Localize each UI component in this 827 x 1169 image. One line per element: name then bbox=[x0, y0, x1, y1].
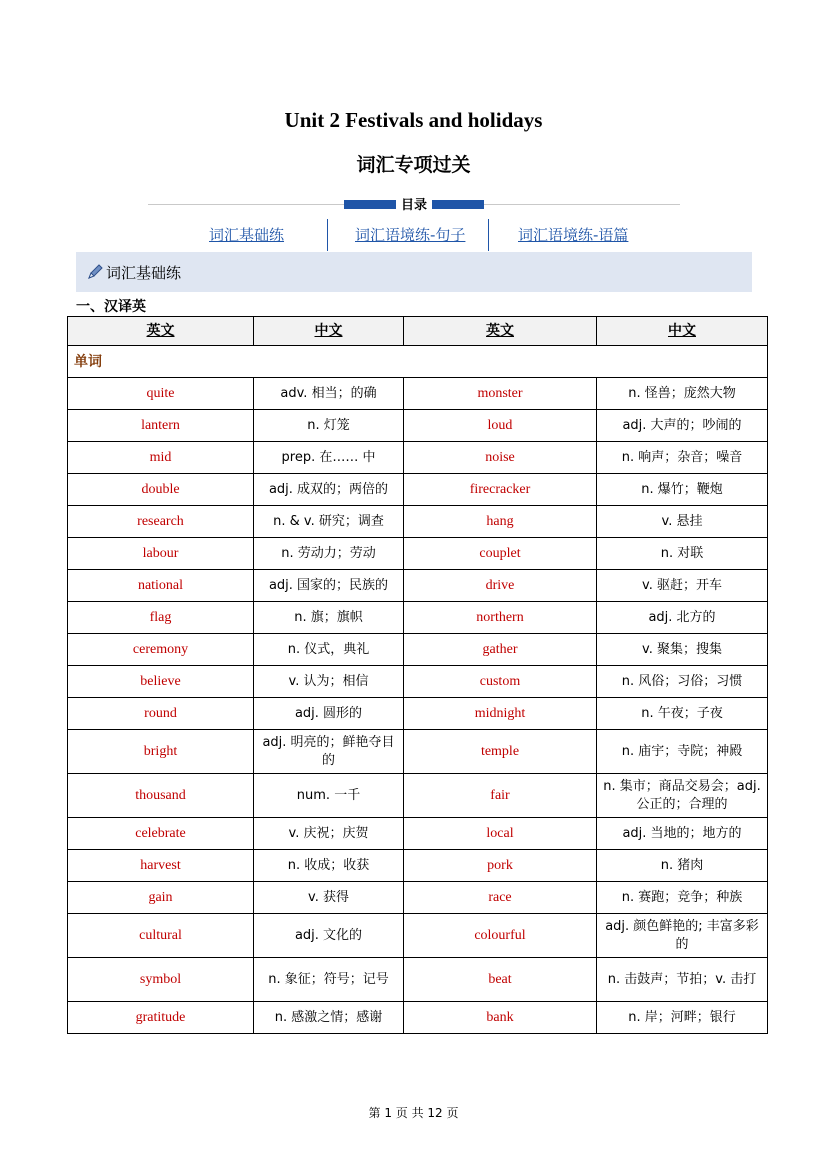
chinese-meaning: v. 庆祝；庆贺 bbox=[254, 818, 404, 850]
part-heading: 一、汉译英 bbox=[76, 299, 146, 315]
chinese-meaning: adj. 成双的；两倍的 bbox=[254, 474, 404, 506]
english-word: gratitude bbox=[68, 1002, 254, 1034]
english-word: couplet bbox=[404, 538, 597, 570]
english-word: double bbox=[68, 474, 254, 506]
english-word: symbol bbox=[68, 958, 254, 1002]
english-word: gather bbox=[404, 634, 597, 666]
table-row bbox=[68, 958, 768, 1002]
table-row bbox=[68, 882, 768, 914]
chinese-meaning: n. & v. 研究；调查 bbox=[254, 506, 404, 538]
english-word: loud bbox=[404, 410, 597, 442]
chinese-meaning: v. 聚集；搜集 bbox=[597, 634, 768, 666]
header-chinese: 中文 bbox=[597, 317, 768, 346]
english-word: local bbox=[404, 818, 597, 850]
table-row bbox=[68, 506, 768, 538]
english-word: labour bbox=[68, 538, 254, 570]
chinese-meaning: prep. 在…… 中 bbox=[254, 442, 404, 474]
chinese-meaning: n. 爆竹；鞭炮 bbox=[597, 474, 768, 506]
english-word: lantern bbox=[68, 410, 254, 442]
header-english: 英文 bbox=[404, 317, 597, 346]
category-label: 单词 bbox=[68, 346, 768, 378]
english-word: beat bbox=[404, 958, 597, 1002]
toc-separator bbox=[488, 219, 489, 251]
vocab-table bbox=[67, 316, 768, 1034]
chinese-meaning: n. 感激之情；感谢 bbox=[254, 1002, 404, 1034]
english-word: monster bbox=[404, 378, 597, 410]
english-word: hang bbox=[404, 506, 597, 538]
chinese-meaning: adj. 北方的 bbox=[597, 602, 768, 634]
chinese-meaning: n. 猪肉 bbox=[597, 850, 768, 882]
english-word: fair bbox=[404, 774, 597, 818]
table-row bbox=[68, 538, 768, 570]
chinese-meaning: adj. 国家的；民族的 bbox=[254, 570, 404, 602]
chinese-meaning: n. 怪兽；庞然大物 bbox=[597, 378, 768, 410]
toc-label: 目录 bbox=[396, 194, 432, 213]
table-row bbox=[68, 914, 768, 958]
chinese-meaning: adj. 圆形的 bbox=[254, 698, 404, 730]
english-word: research bbox=[68, 506, 254, 538]
chinese-meaning: n. 庙宇；寺院；神殿 bbox=[597, 730, 768, 774]
section-title: 词汇基础练 bbox=[106, 264, 182, 282]
chinese-meaning: v. 认为；相信 bbox=[254, 666, 404, 698]
chinese-meaning: n. 午夜；子夜 bbox=[597, 698, 768, 730]
toc-link-passage[interactable]: 词汇语境练-语篇 bbox=[518, 226, 629, 244]
chinese-meaning: v. 驱赶；开车 bbox=[597, 570, 768, 602]
english-word: midnight bbox=[404, 698, 597, 730]
english-word: bright bbox=[68, 730, 254, 774]
page-subtitle: 词汇专项过关 bbox=[356, 154, 471, 176]
table-row bbox=[68, 570, 768, 602]
section-header bbox=[76, 252, 752, 292]
chinese-meaning: n. 赛跑；竞争；种族 bbox=[597, 882, 768, 914]
chinese-meaning: n. 对联 bbox=[597, 538, 768, 570]
chinese-meaning: num. 一千 bbox=[254, 774, 404, 818]
english-word: mid bbox=[68, 442, 254, 474]
english-word: colourful bbox=[404, 914, 597, 958]
toc-link-sentence[interactable]: 词汇语境练-句子 bbox=[355, 226, 466, 244]
pencil-icon bbox=[86, 263, 104, 285]
chinese-meaning: adj. 大声的；吵闹的 bbox=[597, 410, 768, 442]
table-row bbox=[68, 378, 768, 410]
english-word: national bbox=[68, 570, 254, 602]
chinese-meaning: adj. 文化的 bbox=[254, 914, 404, 958]
table-row bbox=[68, 818, 768, 850]
page-footer: 第 1 页 共 12 页 bbox=[368, 1106, 459, 1120]
table-row bbox=[68, 774, 768, 818]
english-word: celebrate bbox=[68, 818, 254, 850]
english-word: northern bbox=[404, 602, 597, 634]
english-word: custom bbox=[404, 666, 597, 698]
table-header-row bbox=[68, 317, 768, 346]
toc-link-basic[interactable]: 词汇基础练 bbox=[209, 226, 285, 244]
english-word: firecracker bbox=[404, 474, 597, 506]
chinese-meaning: n. 岸；河畔；银行 bbox=[597, 1002, 768, 1034]
english-word: flag bbox=[68, 602, 254, 634]
category-row bbox=[68, 346, 768, 378]
table-row bbox=[68, 634, 768, 666]
toc-bar-left bbox=[344, 200, 400, 209]
english-word: round bbox=[68, 698, 254, 730]
english-word: ceremony bbox=[68, 634, 254, 666]
table-row bbox=[68, 730, 768, 774]
table-row bbox=[68, 602, 768, 634]
chinese-meaning: n. 响声；杂音；噪音 bbox=[597, 442, 768, 474]
chinese-meaning: adv. 相当；的确 bbox=[254, 378, 404, 410]
chinese-meaning: n. 集市；商品交易会；adj. 公正的；合理的 bbox=[597, 774, 768, 818]
chinese-meaning: n. 旗；旗帜 bbox=[254, 602, 404, 634]
table-row bbox=[68, 666, 768, 698]
table-row bbox=[68, 850, 768, 882]
chinese-meaning: v. 悬挂 bbox=[597, 506, 768, 538]
table-row bbox=[68, 1002, 768, 1034]
table-row bbox=[68, 698, 768, 730]
english-word: temple bbox=[404, 730, 597, 774]
english-word: gain bbox=[68, 882, 254, 914]
chinese-meaning: n. 收成；收获 bbox=[254, 850, 404, 882]
chinese-meaning: adj. 当地的；地方的 bbox=[597, 818, 768, 850]
chinese-meaning: n. 击鼓声；节拍；v. 击打 bbox=[597, 958, 768, 1002]
chinese-meaning: adj. 颜色鲜艳的; 丰富多彩的 bbox=[597, 914, 768, 958]
chinese-meaning: n. 劳动力；劳动 bbox=[254, 538, 404, 570]
header-chinese: 中文 bbox=[254, 317, 404, 346]
chinese-meaning: n. 灯笼 bbox=[254, 410, 404, 442]
table-row bbox=[68, 442, 768, 474]
toc-separator bbox=[327, 219, 328, 251]
table-row bbox=[68, 474, 768, 506]
english-word: drive bbox=[404, 570, 597, 602]
page-title: Unit 2 Festivals and holidays bbox=[284, 108, 543, 132]
toc-bar-right bbox=[428, 200, 484, 209]
chinese-meaning: n. 仪式，典礼 bbox=[254, 634, 404, 666]
english-word: noise bbox=[404, 442, 597, 474]
table-row bbox=[68, 410, 768, 442]
english-word: thousand bbox=[68, 774, 254, 818]
chinese-meaning: n. 风俗；习俗；习惯 bbox=[597, 666, 768, 698]
english-word: bank bbox=[404, 1002, 597, 1034]
header-english: 英文 bbox=[68, 317, 254, 346]
chinese-meaning: v. 获得 bbox=[254, 882, 404, 914]
chinese-meaning: n. 象征；符号；记号 bbox=[254, 958, 404, 1002]
english-word: harvest bbox=[68, 850, 254, 882]
chinese-meaning: adj. 明亮的；鲜艳夺目的 bbox=[254, 730, 404, 774]
english-word: pork bbox=[404, 850, 597, 882]
english-word: cultural bbox=[68, 914, 254, 958]
english-word: believe bbox=[68, 666, 254, 698]
english-word: quite bbox=[68, 378, 254, 410]
english-word: race bbox=[404, 882, 597, 914]
